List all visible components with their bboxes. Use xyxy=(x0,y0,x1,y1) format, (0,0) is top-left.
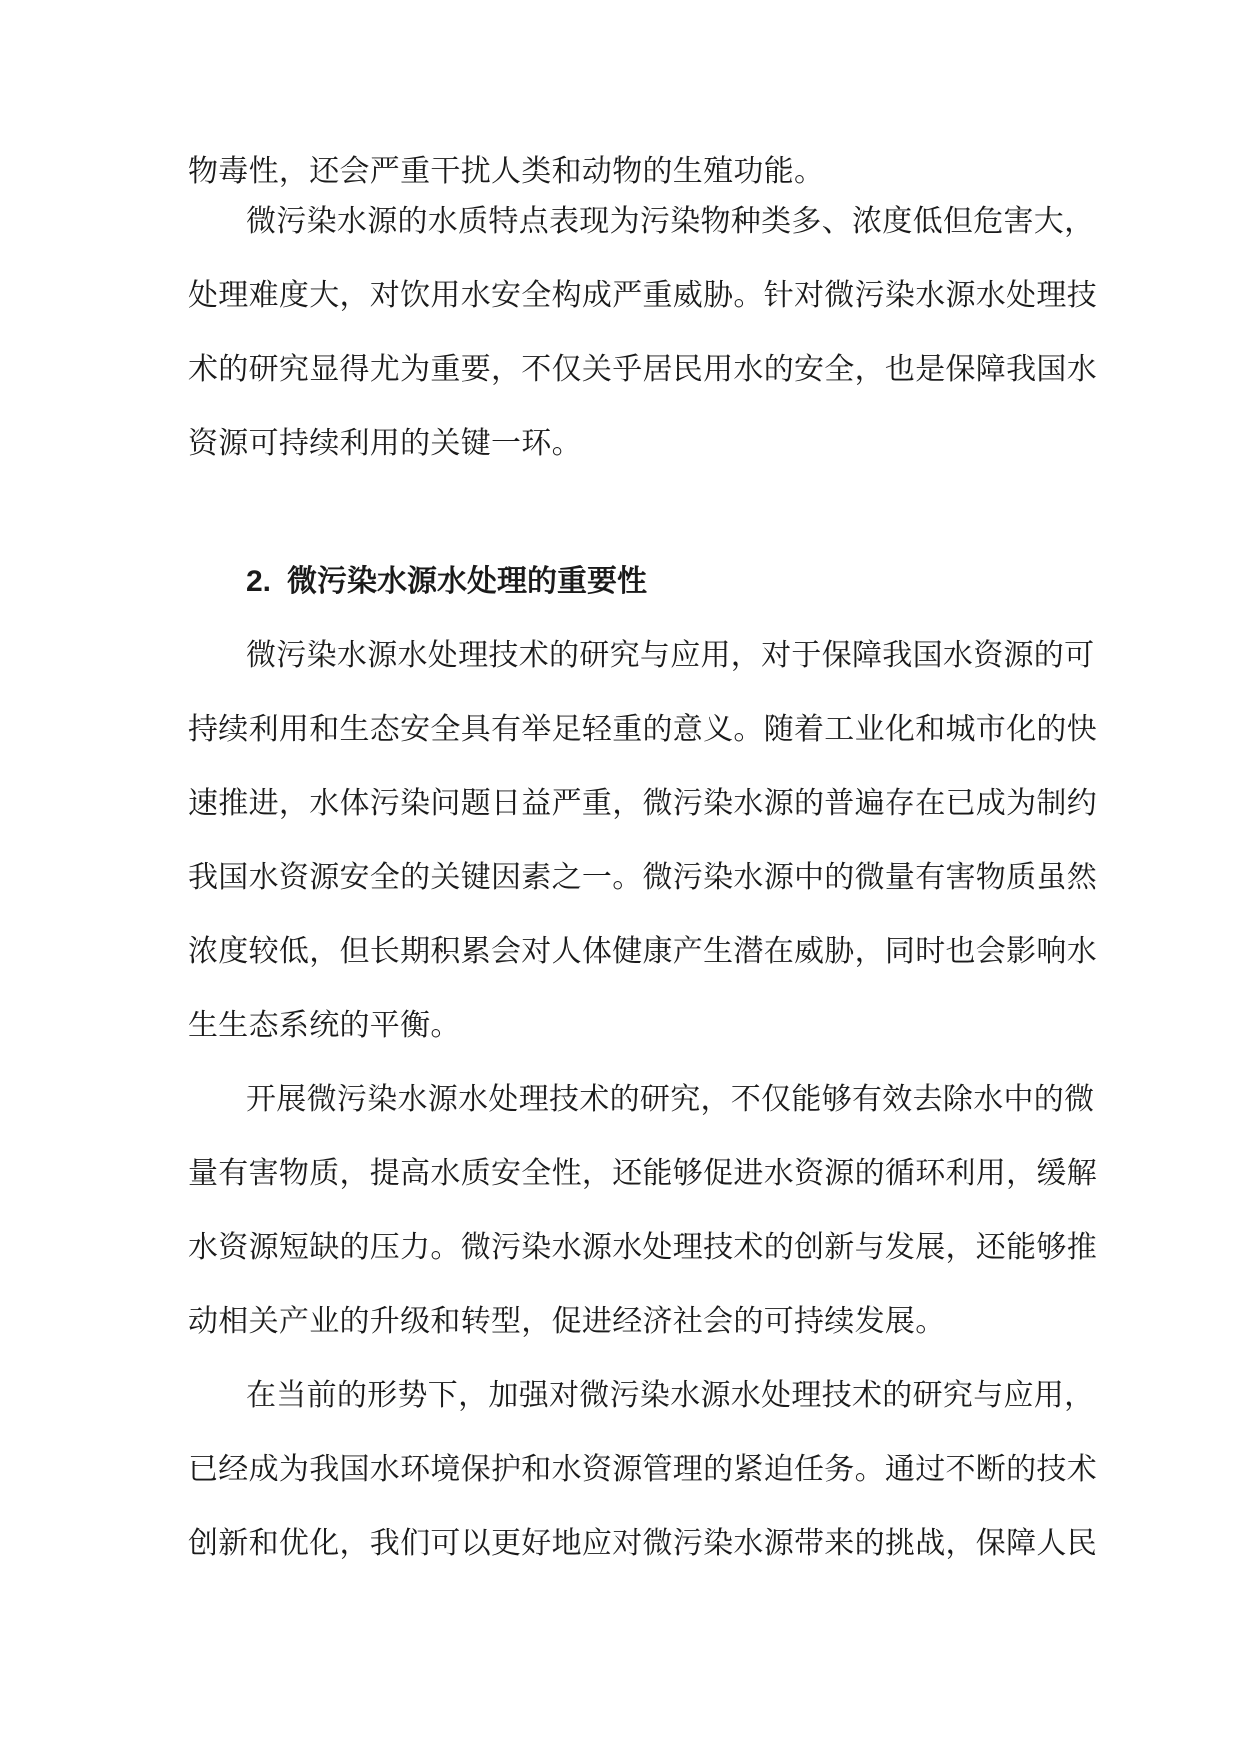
paragraph-4-line-3: 水资源短缺的压力。微污染水源水处理技术的创新与发展，还能够推 xyxy=(188,1230,1097,1265)
paragraph-1-line-1: 物毒性，还会严重干扰人类和动物的生殖功能。 xyxy=(188,154,825,189)
paragraph-3-line-5: 浓度较低，但长期积累会对人体健康产生潜在威胁，同时也会影响水 xyxy=(188,934,1097,969)
paragraph-3-line-2: 持续利用和生态安全具有举足轻重的意义。随着工业化和城市化的快 xyxy=(188,712,1097,747)
paragraph-5-line-1: 在当前的形势下，加强对微污染水源水处理技术的研究与应用， xyxy=(246,1378,1095,1413)
section-heading xyxy=(246,558,647,606)
paragraph-5-line-2: 已经成为我国水环境保护和水资源管理的紧迫任务。通过不断的技术 xyxy=(188,1452,1097,1487)
paragraph-2-line-3: 术的研究显得尤为重要，不仅关乎居民用水的安全，也是保障我国水 xyxy=(188,352,1097,387)
paragraph-2-line-2: 处理难度大，对饮用水安全构成严重威胁。针对微污染水源水处理技 xyxy=(188,278,1097,313)
paragraph-3-line-1: 微污染水源水处理技术的研究与应用，对于保障我国水资源的可 xyxy=(246,638,1095,673)
paragraph-4-line-1: 开展微污染水源水处理技术的研究，不仅能够有效去除水中的微 xyxy=(246,1082,1095,1117)
section-title: 微污染水源水处理的重要性 xyxy=(287,564,648,599)
paragraph-2-line-1: 微污染水源的水质特点表现为污染物种类多、浓度低但危害大， xyxy=(246,204,1095,239)
paragraph-2-line-4: 资源可持续利用的关键一环。 xyxy=(188,426,582,461)
section-number: 2. xyxy=(246,565,272,598)
paragraph-3-line-6: 生生态系统的平衡。 xyxy=(188,1008,461,1043)
paragraph-3-line-3: 速推进，水体污染问题日益严重，微污染水源的普遍存在已成为制约 xyxy=(188,786,1097,821)
paragraph-4-line-2: 量有害物质，提高水质安全性，还能够促进水资源的循环利用，缓解 xyxy=(188,1156,1097,1191)
paragraph-5-line-3: 创新和优化，我们可以更好地应对微污染水源带来的挑战，保障人民 xyxy=(188,1526,1097,1561)
paragraph-3-line-4: 我国水资源安全的关键因素之一。微污染水源中的微量有害物质虽然 xyxy=(188,860,1097,895)
paragraph-4-line-4: 动相关产业的升级和转型，促进经济社会的可持续发展。 xyxy=(188,1304,946,1339)
